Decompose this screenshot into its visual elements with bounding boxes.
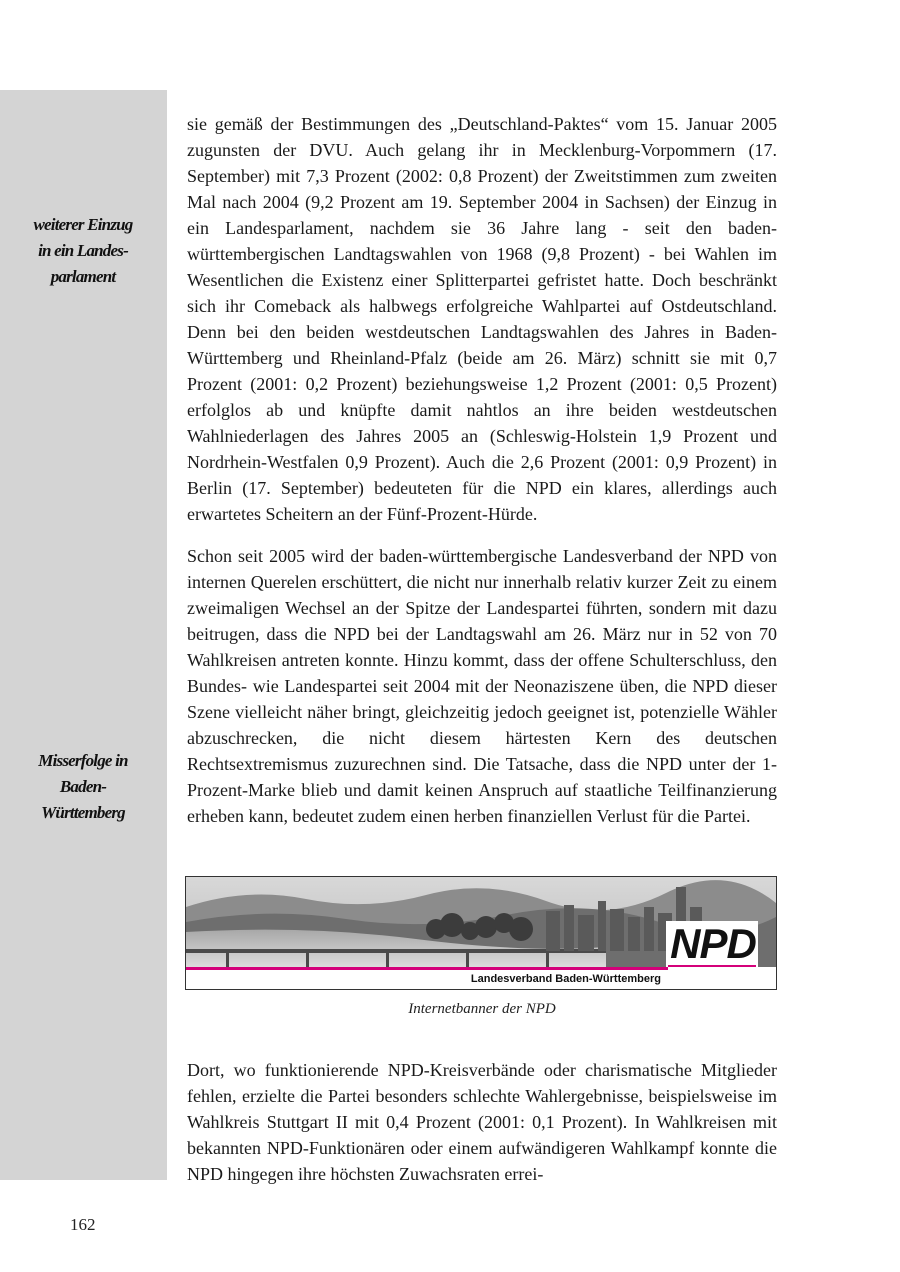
margin-note-line: weiterer Einzug (33, 215, 133, 234)
banner-logo: NPD (670, 920, 756, 967)
npd-banner-image (185, 876, 777, 990)
body-text-block-2 (187, 543, 777, 829)
margin-note-einzug (8, 212, 158, 290)
margin-note-line: Württemberg (41, 803, 125, 822)
paragraph: Dort, wo funktionierende NPD-Kreisverbände oder charismatische Mitglieder fehlen, erzielte die Partei besonders schlechte Wahlergebnisse, beispielsweise im Wahlkreis Stuttgart II mit 0,4 Prozent (2001: 0,1 Prozent). In Wahlkreisen mit bekannten NPD-Funktionären oder einem aufwändigeren Wahlkampf konnte die NPD hingegen ihre höchsten Zuwachsraten errei- (187, 1060, 777, 1184)
page-number: 162 (70, 1215, 96, 1234)
margin-note-misserfolge (8, 748, 158, 826)
paragraph: sie gemäß der Bestimmungen des „Deutschland-Paktes“ vom 15. Januar 2005 zugunsten der DVU. Auch gelang ihr in Mecklenburg-Vorpommern (17. September) mit 7,3 Prozent (2002: 0,8 Prozent) der Zweitstimmen zum zweiten Mal nach 2004 (9,2 Prozent am 19. September 2004 in Sachsen) der Einzug in ein Landesparlament, nachdem sie 36 Jahre lang - seit den baden-württembergischen Landtagswahlen von 1968 (9,8 Prozent) - bei Wahlen im Wesentlichen die Existenz einer Splitterpartei gefristet hatte. Doch beschränkt sich ihr Comeback als halbwegs erfolgreiche Wahlpartei auf Ostdeutschland. Denn bei den beiden westdeutschen Landtagswahlen des Jahres in Baden-Württemberg und Rheinland-Pfalz (beide am 26. März) schnitt sie mit 0,7 Prozent (2001: 0,2 Prozent) beziehungsweise 1,2 Prozent (2001: 0,5 Prozent) erfolglos ab und knüpfte damit nahtlos an ihre beiden westdeutschen Wahlniederlagen des Jahres 2005 an (Schleswig-Holstein 1,9 Prozent und Nordrhein-Westfalen 0,9 Prozent). Auch die 2,6 Prozent (2001: 0,9 Prozent) in Berlin (17. September) bedeuteten für die NPD ein klares, allerdings auch erwartetes Scheitern an der Fünf-Prozent-Hürde. (187, 114, 777, 524)
margin-note-line: parlament (50, 267, 116, 286)
margin-note-line: Misserfolge in (38, 751, 128, 770)
margin-note-line: in ein Landes- (38, 241, 128, 260)
banner-caption: Internetbanner der NPD (408, 1001, 556, 1017)
margin-note-line: Baden- (59, 777, 107, 796)
paragraph: Schon seit 2005 wird der baden-württembergische Landesverband der NPD von internen Querelen erschüttert, die nicht nur innerhalb relativ kurzer Zeit zu einem zweimaligen Wechsel an der Spitze der Landespartei führten, sondern mit dazu beitrugen, dass die NPD bei der Landtagswahl am 26. März nur in 52 von 70 Wahlkreisen antreten konnte. Hinzu kommt, dass der offene Schulterschluss, den Bundes- wie Landespartei seit 2004 mit der Neonaziszene üben, die NPD dieser Szene vielleicht näher bringt, gleichzeitig jedoch geeignet ist, potenzielle Wähler abzuschrecken, die nicht diesem härtesten Kern des deutschen Rechtsextremismus zuzurechnen sind. Die Tatsache, dass die NPD unter der 1-Prozent-Marke blieb und damit keinen Anspruch auf staatliche Teilfinanzierung erheben kann, bedeutet zudem einen herben finanziellen Verlust für die Partei. (187, 546, 777, 826)
banner-tagline: Die Nationalen (674, 968, 752, 980)
banner-subtitle: Landesverband Baden-Württemberg (470, 973, 661, 985)
body-text-block-3 (187, 1057, 777, 1187)
body-text-block-1 (187, 111, 777, 527)
